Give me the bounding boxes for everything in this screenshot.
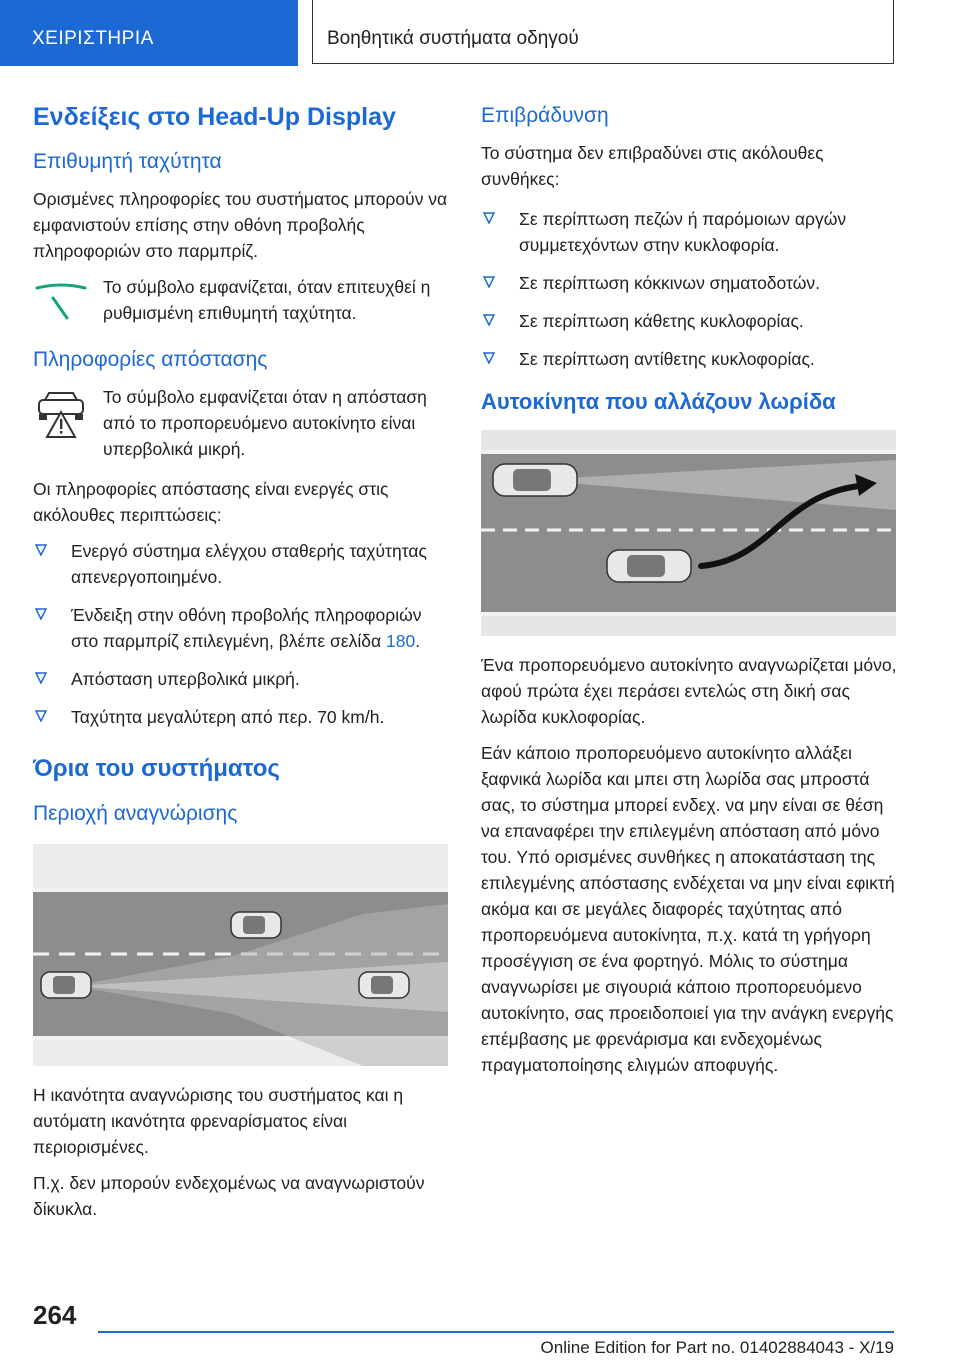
hud-title: Ενδείξεις στο Head-Up Display — [33, 103, 396, 131]
footer-divider — [98, 1331, 894, 1333]
distance-symbol-row — [33, 384, 448, 462]
detection-range-figure — [33, 844, 448, 1066]
triangle-bullet-icon — [483, 352, 495, 364]
list-item: Σε περίπτωση κάθετης κυκλοφορίας. — [481, 308, 897, 334]
distance-intro: Οι πληροφορίες απόστασης είναι ενεργές στις ακόλουθες περιπτώσεις: — [33, 479, 389, 525]
car-ahead-far — [231, 912, 281, 938]
decel-conditions-list — [481, 206, 897, 372]
speed-reached-icon — [33, 280, 89, 326]
detection-range-illustration — [33, 844, 448, 1066]
distance-warning-icon — [33, 390, 89, 440]
right-column — [481, 100, 897, 1088]
left-column — [33, 100, 448, 1232]
decel-heading: Επιβράδυνση — [481, 104, 609, 127]
triangle-bullet-icon — [35, 544, 47, 556]
distance-symbol-text: Το σύμβολο εμφανίζεται όταν η απόσταση από το προπορευόμενο αυτοκίνητο είναι υπερβολικά μικρή. — [103, 387, 427, 459]
lane-change-illustration — [481, 430, 896, 636]
range-text-1: Η ικανότητα αναγνώρισης του συστήματος και η αυτόματη ικανότητα φρεναρίσματος είναι περιορισμένες. — [33, 1085, 404, 1157]
lane-change-heading: Αυτοκίνητα που αλλάζουν λωρίδα — [481, 389, 836, 414]
footer-edition: Online Edition for Part no. 01402884043 - X/19 — [540, 1338, 894, 1357]
section-tab — [0, 0, 298, 66]
list-item: Σε περίπτωση αντίθετης κυκλοφορίας. — [481, 346, 897, 372]
range-text-2: Π.χ. δεν μπορούν ενδεχομένως να αναγνωριστούν δίκυκλα. — [33, 1173, 425, 1219]
decel-intro: Το σύστημα δεν επιβραδύνει στις ακόλουθες συνθήκες: — [481, 143, 824, 189]
lane-change-text-2: Εάν κάποιο προπορευόμενο αυτοκίνητο αλλάξει ξαφνικά λωρίδα και μπει στη λωρίδα σας μπροστά σας, το σύστημα μπορεί ενδεχ. να μην είναι σε θέση να επαναφέρει την επιλεγμένη απόσταση από μόνο του. Υπό ορισμένες συνθήκες η αποκατάσταση της επιλεγμένης απόστασης ενδέχεται να μην είναι εφικτή ακόμα και σε μεγάλες διαφορές ταχύτητας από προπορευόμενα αυτοκίνητα, π.χ. κατά τη γρήγορη προσέγγιση σε ένα φορτηγό. Μόλις το σύστημα αναγνωρίσει με σιγουριά κάποιο προπορευόμενο αυτοκίνητο, σας προειδοποιεί για την ανάγκη ενεργής επέμβασης με φρενάρισμα και ενδεχομένως πραγματοποίησης ελιγμών αποφυγής. — [481, 743, 895, 1075]
page-reference-link[interactable]: 180 — [386, 631, 416, 651]
limits-heading: Όρια του συστήματος — [33, 755, 280, 782]
triangle-bullet-icon — [483, 276, 495, 288]
own-car — [493, 464, 577, 496]
distance-info-heading: Πληροφορίες απόστασης — [33, 348, 268, 371]
speed-symbol-text: Το σύμβολο εμφανίζεται, όταν επιτευχθεί η ρυθμισμένη επιθυμητή ταχύτητα. — [103, 277, 431, 323]
lane-change-figure — [481, 430, 896, 636]
triangle-bullet-icon — [35, 672, 47, 684]
triangle-bullet-icon — [483, 314, 495, 326]
triangle-bullet-icon — [35, 710, 47, 722]
list-item: Σε περίπτωση πεζών ή παρόμοιων αργών συμμετεχόντων στην κυκλοφορία. — [481, 206, 897, 258]
list-item: Απόσταση υπερβολικά μικρή. — [33, 666, 448, 692]
section-title: ΧΕΙΡΙΣΤΗΡΙΑ — [32, 28, 154, 49]
lane-change-text-1: Ένα προπορευόμενο αυτοκίνητο αναγνωρίζεται μόνο, αφού πρώτα έχει περάσει εντελώς στη δική σας λωρίδα κυκλοφορίας. — [481, 655, 897, 727]
list-item: Σε περίπτωση κόκκινων σηματοδοτών. — [481, 270, 897, 296]
speed-symbol-row — [33, 274, 448, 326]
chapter-header — [312, 0, 894, 64]
list-item: Ένδειξη στην οθόνη προβολής πληροφοριών στο παρμπρίζ επιλεγμένη, βλέπε σελίδα 180. — [33, 602, 448, 654]
chapter-title: Βοηθητικά συστήματα οδηγού — [327, 28, 579, 49]
triangle-bullet-icon — [483, 212, 495, 224]
triangle-bullet-icon — [35, 608, 47, 620]
page-number: 264 — [33, 1300, 77, 1330]
own-car — [41, 972, 91, 998]
range-heading: Περιοχή αναγνώρισης — [33, 802, 238, 825]
list-item: Ενεργό σύστημα ελέγχου σταθερής ταχύτητας απενεργοποιημένο. — [33, 538, 448, 590]
car-ahead-near — [359, 972, 409, 998]
desired-speed-heading: Επιθυμητή ταχύτητα — [33, 150, 222, 173]
distance-conditions-list — [33, 538, 448, 730]
desired-speed-text: Ορισμένες πληροφορίες του συστήματος μπορούν να εμφανιστούν επίσης στην οθόνη προβολής πληροφοριών στο παρμπρίζ. — [33, 189, 448, 261]
merging-car — [607, 550, 691, 582]
list-item: Ταχύτητα μεγαλύτερη από περ. 70 km/h. — [33, 704, 448, 730]
